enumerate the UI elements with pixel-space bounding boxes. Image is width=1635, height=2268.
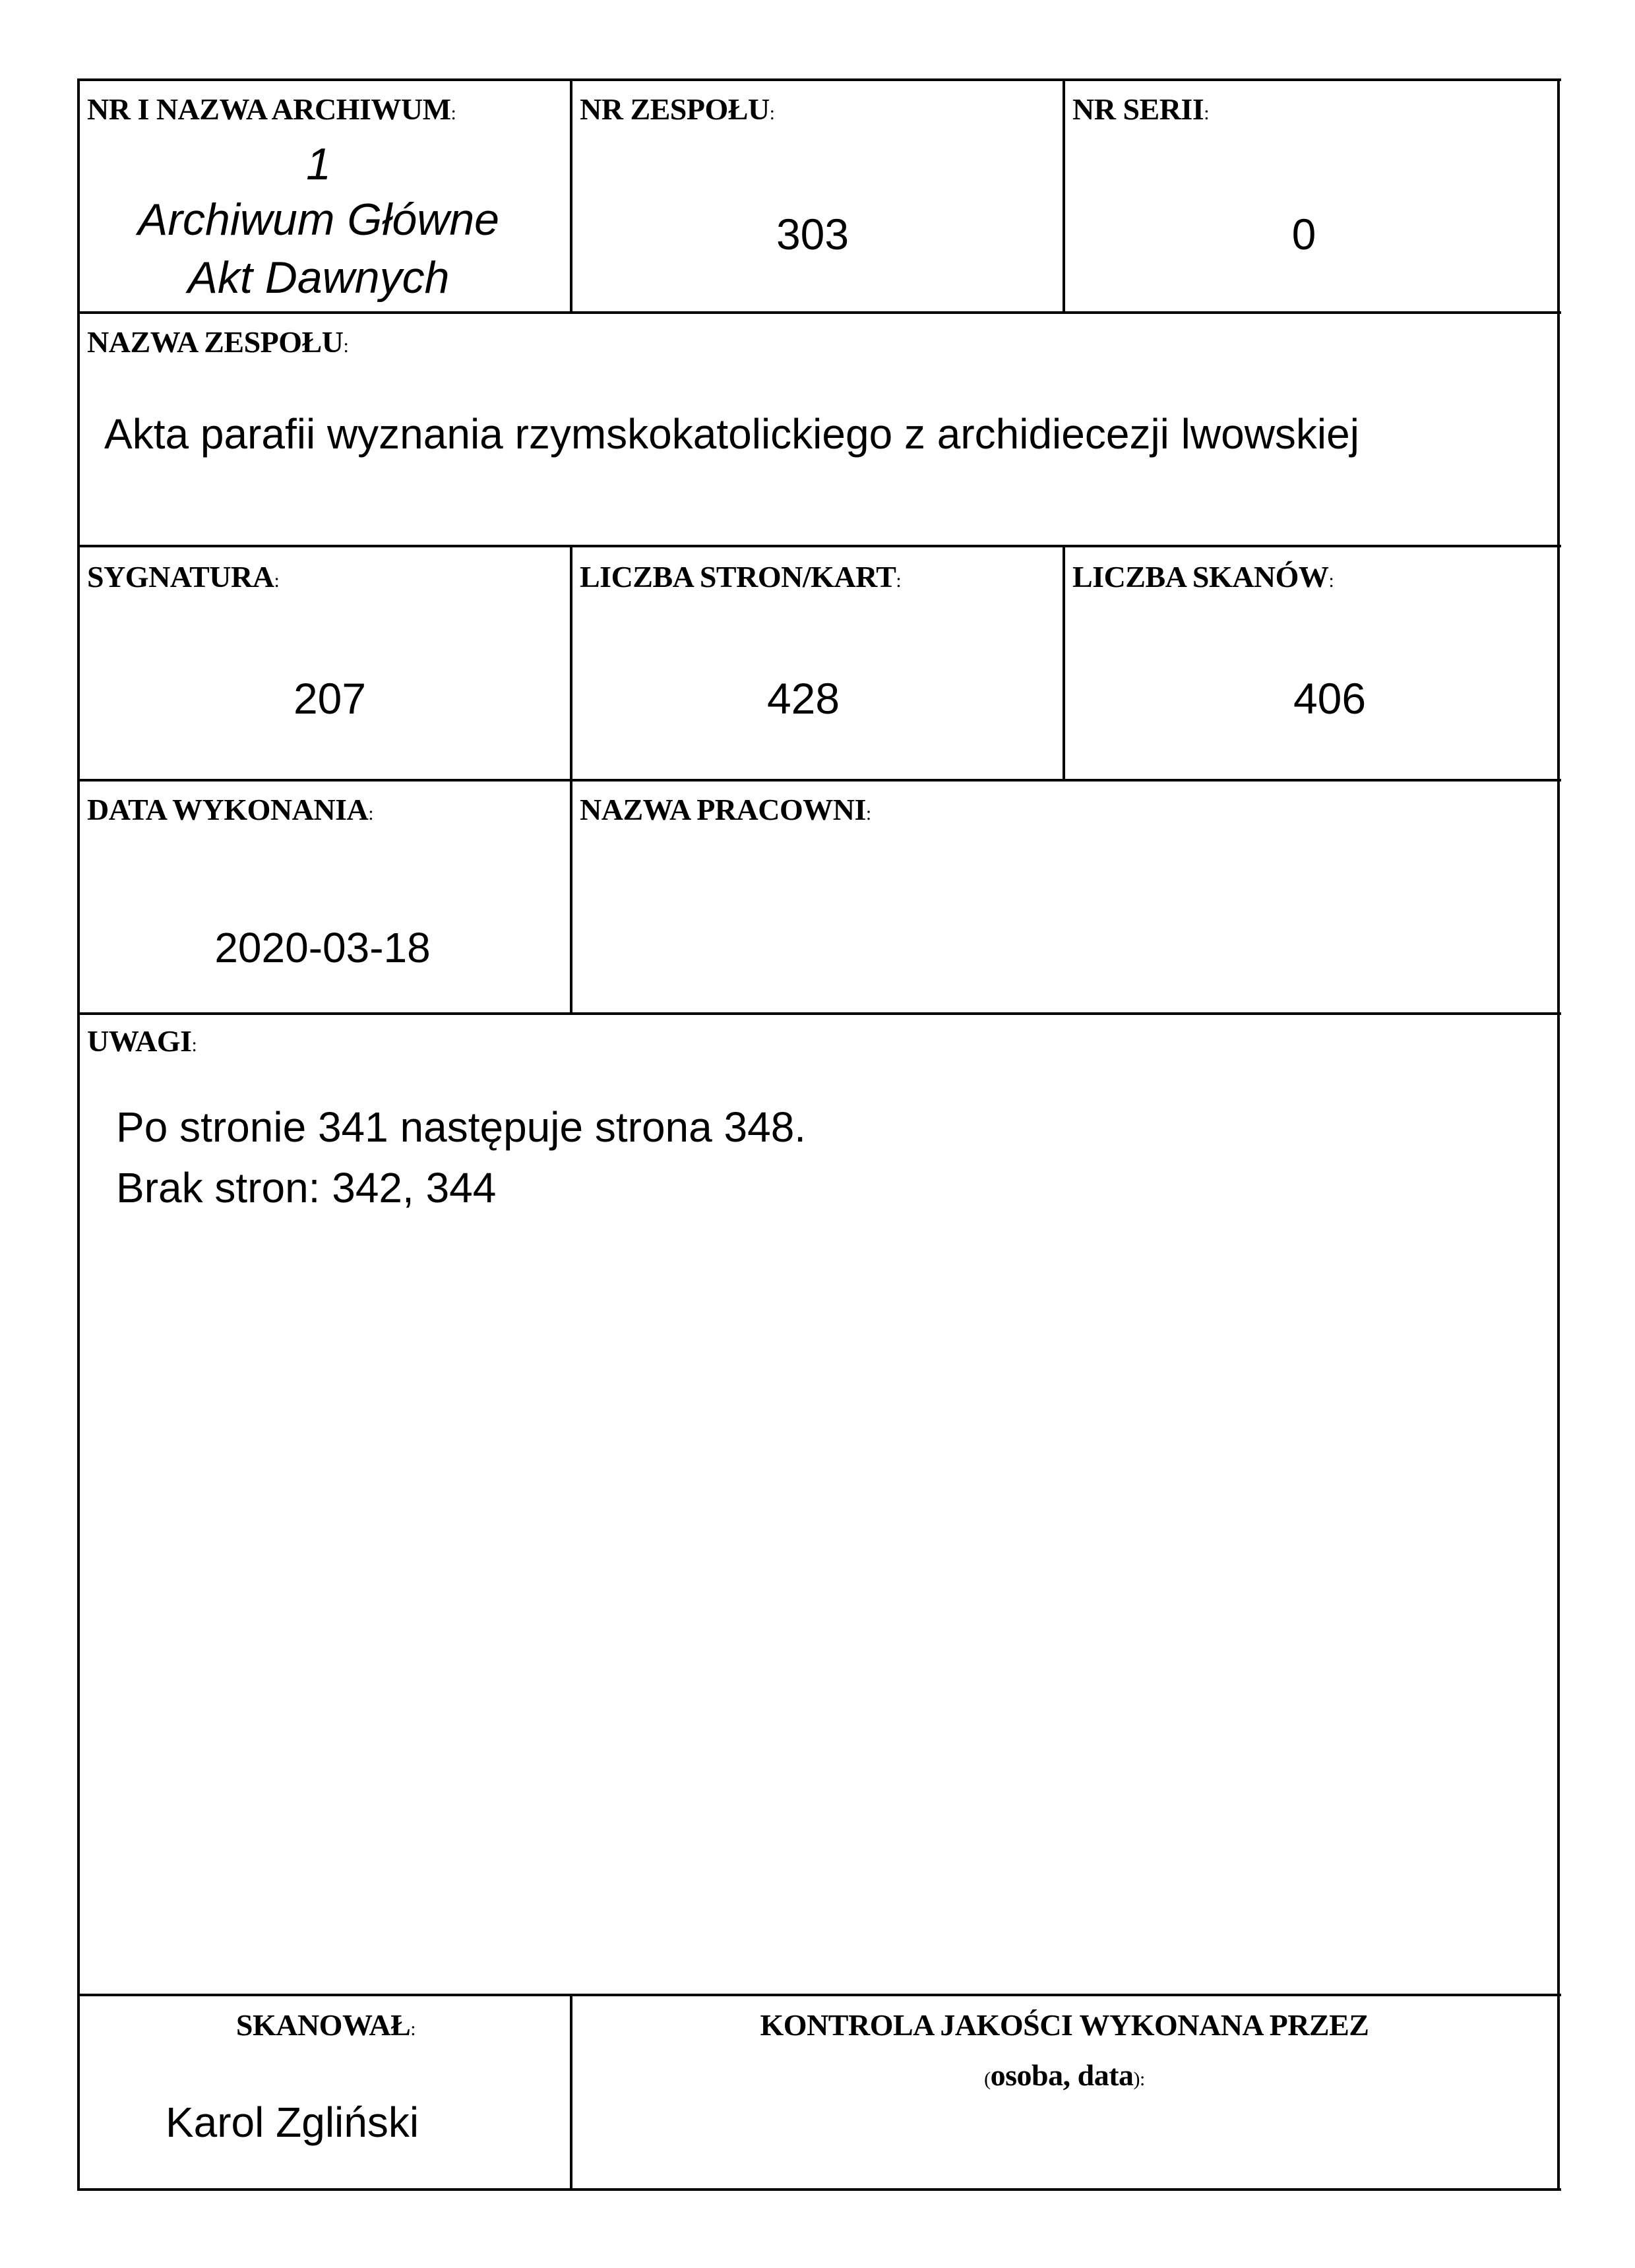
- workshop-name-label: NAZWA PRACOWNI:: [580, 793, 871, 826]
- series-number-value: 0: [1291, 210, 1316, 259]
- archive-number: 1: [306, 139, 331, 189]
- execution-date-label: DATA WYKONANIA:: [87, 793, 374, 826]
- col-divider-row1-b: [1063, 78, 1065, 313]
- row-divider-4: [77, 1012, 1561, 1015]
- pages-count-label: LICZBA STRON/KART:: [580, 560, 902, 594]
- execution-date-value: 2020-03-18: [214, 924, 431, 971]
- fonds-name-value: Akta parafii wyznania rzymskokatolickiego z archidiecezji lwowskiej: [104, 410, 1359, 458]
- fonds-number-value: 303: [776, 210, 849, 259]
- table-border-left: [77, 78, 80, 2191]
- col-divider-row3-b: [1063, 545, 1065, 780]
- scans-count-value: 406: [1293, 674, 1367, 723]
- series-number-label: NR SERII:: [1072, 92, 1210, 126]
- pages-count-value: 428: [766, 674, 840, 723]
- signature-value: 207: [293, 674, 367, 723]
- col-divider-row4: [570, 779, 572, 1014]
- remarks-label: UWAGI:: [87, 1024, 197, 1058]
- signature-label: SYGNATURA:: [87, 560, 280, 594]
- table-border-bottom: [77, 2188, 1561, 2191]
- archive-name-line1: Archiwum Główne: [138, 195, 499, 245]
- archive-label: NR I NAZWA ARCHIWUM:: [87, 92, 456, 126]
- remarks-line-2: Brak stron: 342, 344: [116, 1164, 497, 1211]
- col-divider-row3-a: [570, 545, 572, 780]
- table-border-right: [1557, 78, 1560, 2191]
- scans-count-label: LICZBA SKANÓW:: [1072, 560, 1334, 594]
- fonds-name-label: NAZWA ZESPOŁU:: [87, 325, 349, 359]
- fonds-number-label: NR ZESPOŁU:: [580, 92, 775, 126]
- col-divider-row1-a: [570, 78, 572, 313]
- col-divider-row6: [570, 1994, 572, 2190]
- quality-control-label: KONTROLA JAKOŚCI WYKONANA PRZEZ: [760, 2008, 1369, 2042]
- row-divider-1: [77, 311, 1561, 314]
- row-divider-3: [77, 779, 1561, 782]
- remarks-line-1: Po stronie 341 następuje strona 348.: [116, 1103, 807, 1151]
- scanned-by-value: Karol Zgliński: [165, 2099, 419, 2146]
- row-divider-2: [77, 545, 1561, 547]
- table-border-top: [77, 78, 1561, 81]
- quality-control-sublabel: (osoba, data):: [984, 2058, 1145, 2092]
- scanned-by-label: SKANOWAŁ:: [235, 2008, 416, 2042]
- archive-name-line2: Akt Dawnych: [187, 253, 450, 303]
- row-divider-5: [77, 1994, 1561, 1996]
